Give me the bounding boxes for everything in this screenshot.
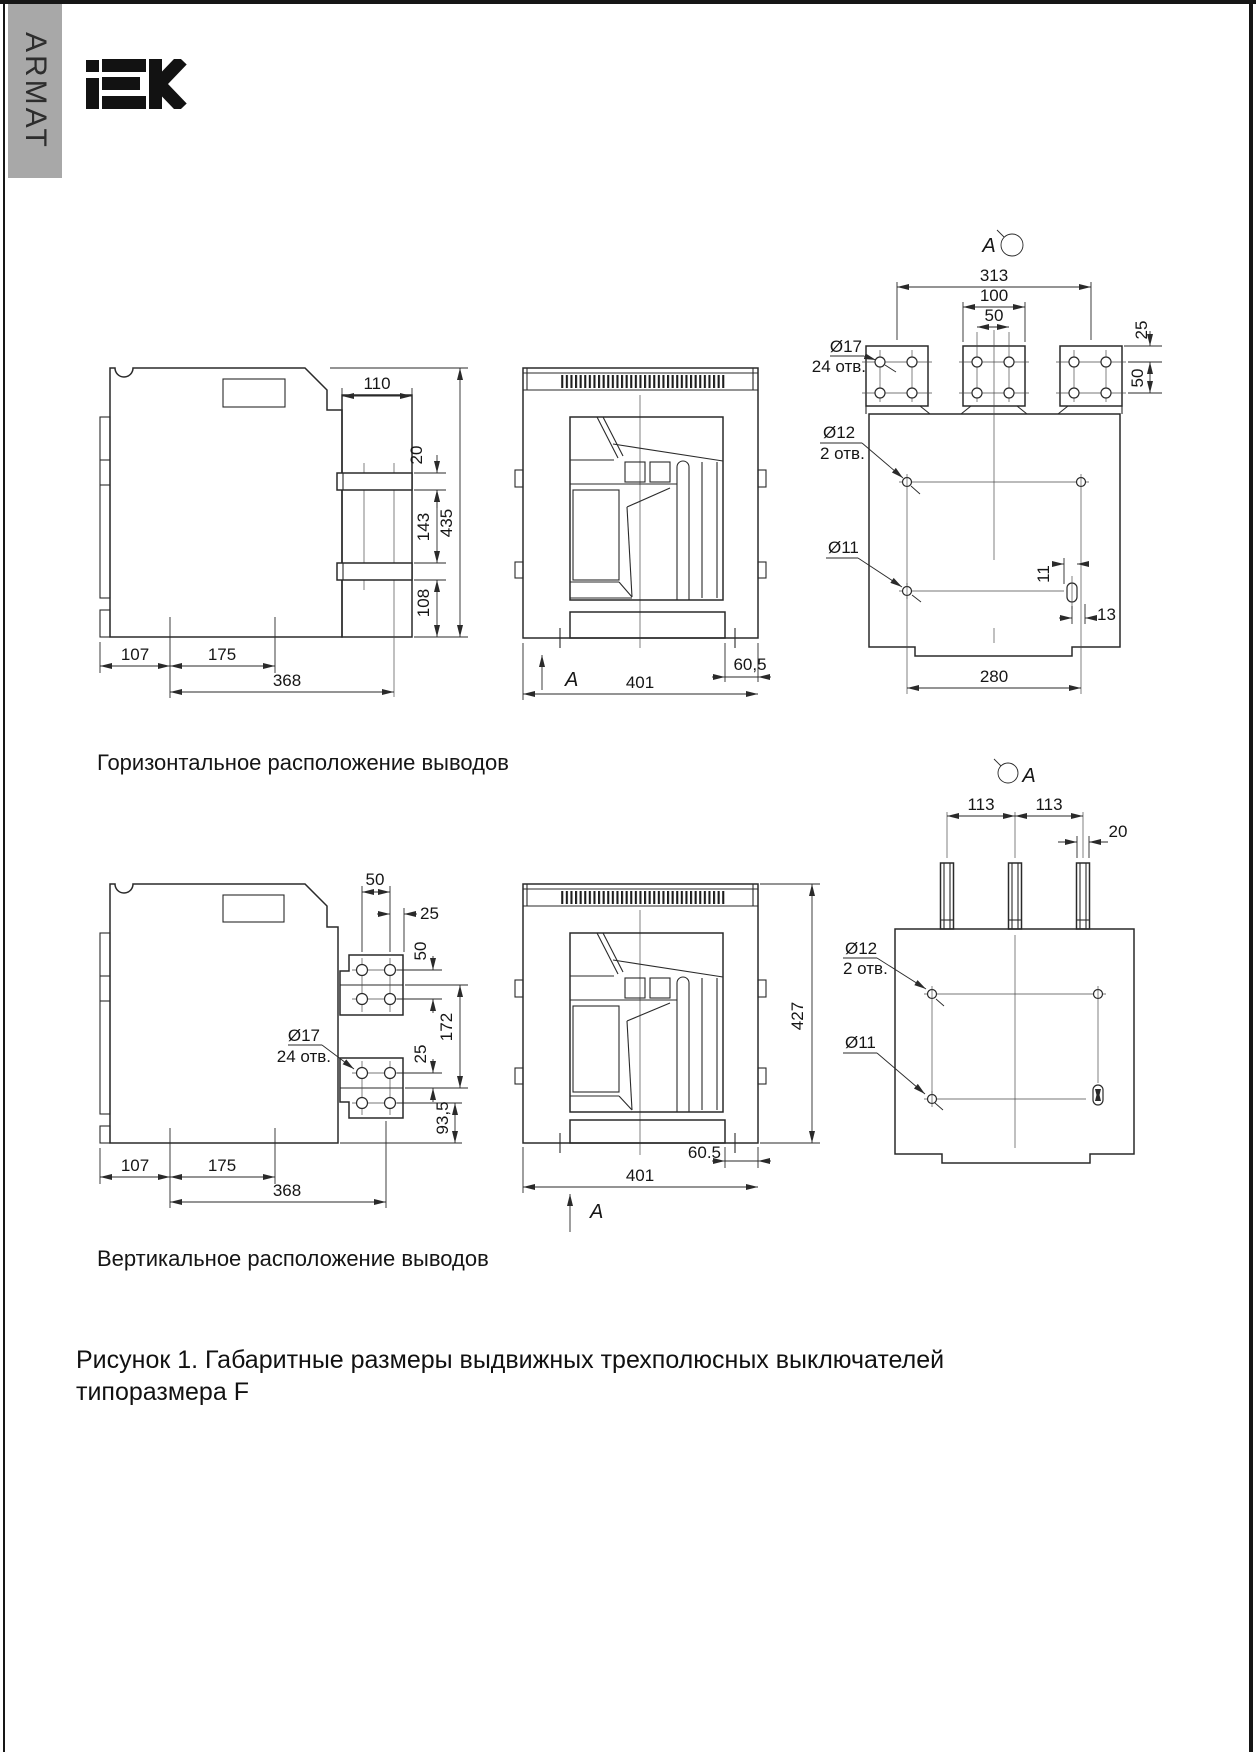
dim-107: 107 — [120, 645, 150, 664]
dim-107: 107 — [120, 1156, 150, 1175]
caption-horizontal-arrangement: Горизонтальное расположение выводов — [97, 750, 509, 775]
figure-caption-line2: типоразмера F — [76, 1378, 249, 1406]
r2-rear-view — [843, 759, 1134, 1163]
label-dia11: Ø11 — [828, 538, 859, 557]
label-dia12: Ø12 — [845, 939, 878, 958]
dim-175: 175 — [207, 1156, 237, 1175]
label-dia12-qty: 2 отв. — [820, 444, 865, 463]
dim-60-5: 60.5 — [687, 1143, 721, 1162]
dim-110: 110 — [363, 374, 391, 393]
dim-313: 313 — [979, 266, 1009, 285]
view-arrow-label: A — [565, 669, 579, 691]
dim-50-right: 50 — [411, 941, 430, 961]
dim-401: 401 — [625, 673, 655, 692]
dim-113-right: 113 — [1035, 795, 1063, 814]
label-dia11: Ø11 — [845, 1033, 876, 1052]
figure-caption — [76, 1344, 1076, 1408]
terminal-blades — [941, 863, 1090, 929]
dim-175: 175 — [207, 645, 237, 664]
r2-front-view — [515, 884, 820, 1232]
view-arrow-label: A — [590, 1201, 604, 1223]
dim-172: 172 — [437, 1012, 456, 1042]
dim-25-top: 25 — [420, 904, 439, 923]
view-a-label: A — [1022, 765, 1036, 787]
dim-427: 427 — [788, 1001, 807, 1031]
dim-93-5: 93,5 — [433, 1101, 452, 1135]
r1-side-view — [100, 368, 468, 698]
label-dia12-qty: 2 отв. — [843, 959, 888, 978]
label-dia17: Ø17 — [829, 337, 862, 356]
label-dia17-qty: 24 отв. — [276, 1047, 331, 1066]
dim-20: 20 — [1108, 822, 1128, 841]
r1-rear-view — [812, 230, 1162, 694]
dim-280: 280 — [979, 667, 1009, 686]
dim-435: 435 — [437, 508, 456, 538]
r2-side-view — [100, 870, 468, 1208]
dim-50-right: 50 — [1128, 368, 1147, 388]
dim-368: 368 — [272, 671, 302, 690]
dim-113-left: 113 — [967, 795, 995, 814]
dim-100: 100 — [979, 286, 1009, 305]
figure-caption-line1: Рисунок 1. Габаритные размеры выдвижных трехполюсных выключателей — [76, 1346, 945, 1374]
label-dia17: Ø17 — [287, 1026, 320, 1045]
dim-143: 143 — [414, 512, 433, 542]
dim-368: 368 — [272, 1181, 302, 1200]
dim-60-5: 60,5 — [733, 655, 767, 674]
dim-50-top: 50 — [365, 870, 385, 889]
label-dia17-qty: 24 отв. — [811, 357, 866, 376]
dim-108: 108 — [414, 588, 433, 618]
dim-50-top: 50 — [984, 306, 1004, 325]
view-a-label: A — [982, 235, 996, 257]
dim-401: 401 — [625, 1166, 655, 1185]
r1-front-view — [515, 368, 771, 700]
dim-11: 11 — [1034, 565, 1053, 583]
dim-25: 25 — [1132, 320, 1151, 340]
dim-20: 20 — [407, 445, 426, 465]
dim-13: 13 — [1097, 605, 1116, 624]
caption-vertical-arrangement: Вертикальное расположение выводов — [97, 1246, 489, 1271]
dim-25-right: 25 — [411, 1044, 430, 1064]
armat-label: ARMAT — [19, 32, 52, 150]
label-dia12: Ø12 — [823, 423, 856, 442]
